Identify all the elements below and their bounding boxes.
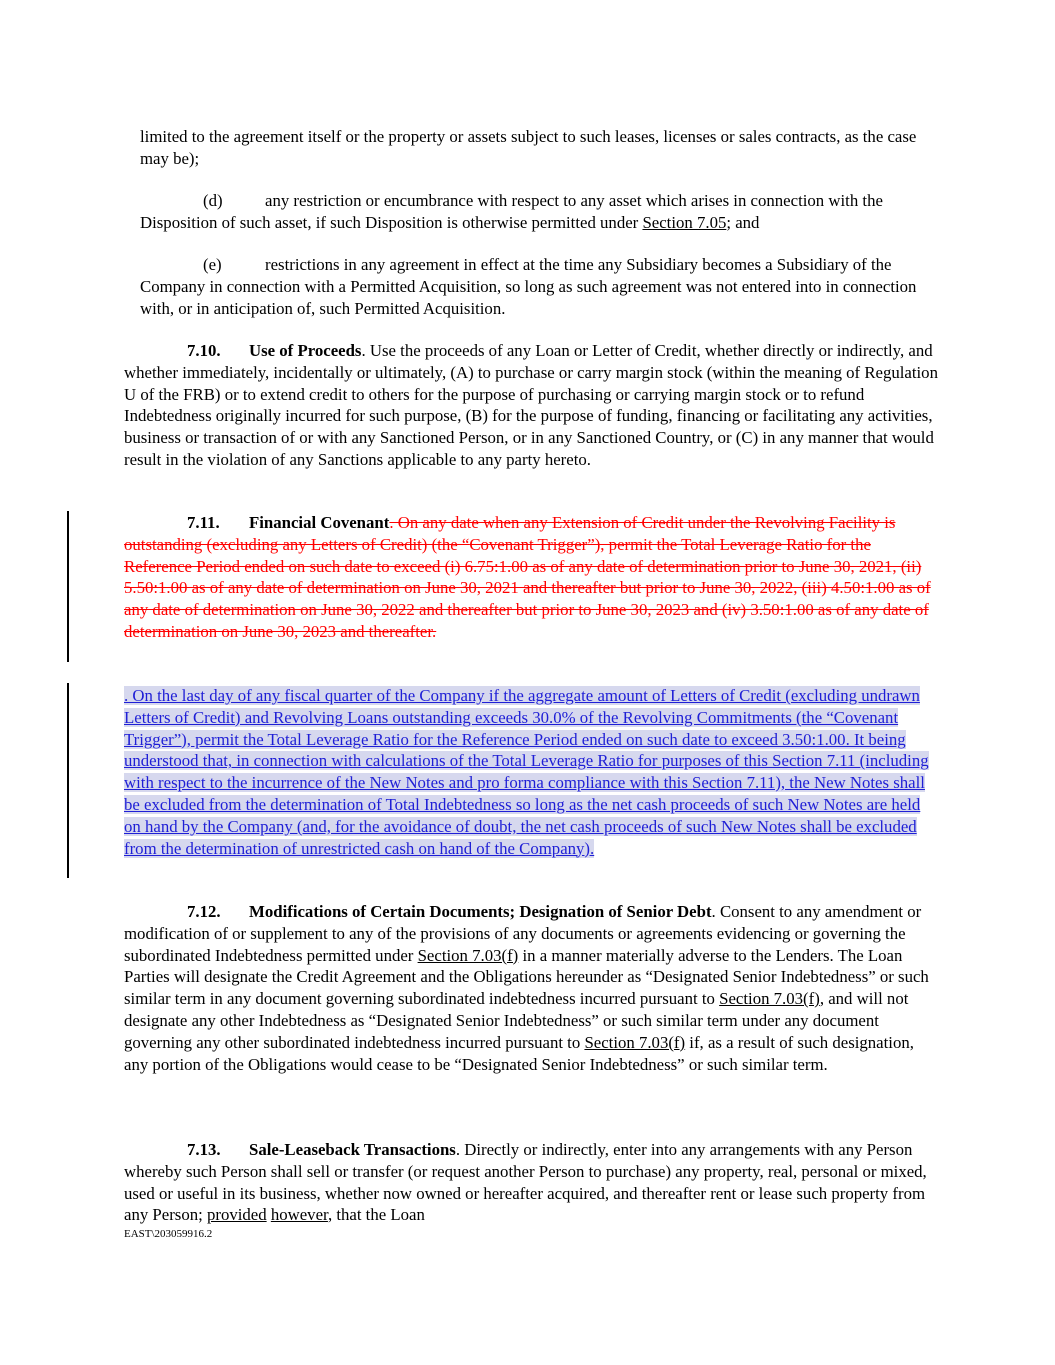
clause-d: (d) any restriction or encumbrance with respect to any asset which arises in connection with the Disposition of such asset, if such Disposition is otherwise permitted under Section 7.05; and <box>140 191 883 232</box>
section-number: 7.10. <box>187 341 221 360</box>
section-ref-7-05[interactable]: Section 7.05 <box>642 212 727 232</box>
clause-e: (e) restrictions in any agreement in effect at the time any Subsidiary becomes a Subsidiary of the Company in connection with a Permitted Acquisition, so long as such agreement was not entered into in connection with, or in anticipation of, such Permitted Acquisition. <box>140 255 917 318</box>
clause-d-label: (d) <box>203 191 223 210</box>
deleted-text: ”), permit the Total Leverage Ratio for the Reference Period ended on such date to exceed (i) 6.75:1.00 as of any date of determination prior to June 30, 2021, (ii) 5.50:1.00 as of any date of determination on June 30, 2021 and thereafter but prior to June 30, 2022, (iii) 4.50:1.00 as of any date of determination on June 30, 2022 and thereafter but prior to June 30, 2023 and (iv) 3.50:1.00 as of any date of determination on June 30, 2023 and thereafter. <box>124 534 931 641</box>
continuation-paragraph: limited to the agreement itself or the property or assets subject to such leases, licenses or sales contracts, as the case may be); <box>140 127 917 168</box>
revision-bar <box>67 511 69 662</box>
clause-e-label: (e) <box>203 255 222 274</box>
section-number: 7.12. <box>187 902 221 921</box>
section-heading: Modifications of Certain Documents; Designation of Senior Debt <box>249 902 712 921</box>
section-heading: Sale-Leaseback Transactions <box>249 1140 456 1159</box>
revision-bar <box>67 683 69 878</box>
section-7-13: 7.13. Sale-Leaseback Transactions. Directly or indirectly, enter into any arrangements with any Person whereby such Person shall sell or transfer (or request another Person to purchase) any property, real, personal or mixed, used or useful in its business, whether now owned or hereafter acquired, and thereafter rent or lease such property from any Person; provided however, that the Loan <box>124 1140 927 1225</box>
section-heading: Use of Proceeds <box>249 341 362 360</box>
section-number: 7.11. <box>187 513 220 532</box>
inserted-covenant-text <box>124 685 936 859</box>
section-ref-7-03f[interactable]: Section 7.03(f) <box>417 945 519 965</box>
however-term: however <box>270 1205 328 1225</box>
section-7-10: 7.10. Use of Proceeds. Use the proceeds of any Loan or Letter of Credit, whether directly or indirectly, and whether immediately, incidentally or ultimately, (A) to purchase or carry margin stock (within the meaning of Regulation U of the FRB) or to extend credit to others for the purpose of purchasing or carrying margin stock or to refund Indebtedness originally incurred for such purpose, (B) for the purpose of funding, financing or facilitating any activities, business or transaction of or with any Sanctioned Person, or in any Sanctioned Country, or (C) in any manner that would result in the violation of any Sanctions applicable to any party hereto. <box>124 341 938 469</box>
deleted-defined-term: Covenant Trigger <box>469 534 588 554</box>
section-number: 7.13. <box>187 1140 221 1159</box>
deleted-text: . On any date when any Extension of Credit under the Revolving Facility is outstanding (excluding any Letters of Credit) (the “ <box>124 513 896 554</box>
section-ref-7-03f[interactable]: Section 7.03(f) <box>719 989 820 1009</box>
provided-term: provided <box>206 1205 267 1225</box>
section-ref-7-03f[interactable]: Section 7.03(f) <box>584 1032 686 1052</box>
inserted-text: . On the last day of any fiscal quarter of the Company if the aggregate amount of Letters of Credit (excluding undrawn Letters of Credit) and Revolving Loans outstanding exceeds 30.0% of the Revolving Commitments (the “Covenant Trigger”), permit the Total Leverage Ratio for the Reference Period ended on such date to exceed 3.50:1.00. It being understood that, in connection with calculations of the Total Leverage Ratio for purposes of this Section 7.11 (including with respect to the incurrence of the New Notes and pro forma compliance with this Section 7.11), the New Notes shall be excluded from the determination of Total Indebtedness so long as the net cash proceeds of such New Notes are held on hand by the Company (and, for the avoidance of doubt, the net cash proceeds of such New Notes shall be excluded from the determination of unrestricted cash on hand of the Company). <box>124 686 929 858</box>
document-id-footer: EAST\203059916.2 <box>124 1228 213 1240</box>
section-7-12: 7.12. Modifications of Certain Documents; Designation of Senior Debt. Consent to any amendment or modification of or supplement to any of the provisions of any documents or agreements evidencing or governing the subordinated Indebtedness permitted under Section 7.03(f) in a manner materially adverse to the Lenders. The Loan Parties will designate the Credit Agreement and the Obligations hereunder as “Designated Senior Indebtedness” or such similar term in any document governing subordinated indebtedness incurred pursuant to Section 7.03(f), and will not designate any other Indebtedness as “Designated Senior Indebtedness” or such similar term under any document governing any other subordinated indebtedness incurred pursuant to Section 7.03(f) if, as a result of such designation, any portion of the Obligations would cease to be “Designated Senior Indebtedness” or such similar term. <box>124 902 929 1074</box>
section-heading: Financial Covenant <box>249 513 390 532</box>
section-7-11 <box>124 512 939 643</box>
